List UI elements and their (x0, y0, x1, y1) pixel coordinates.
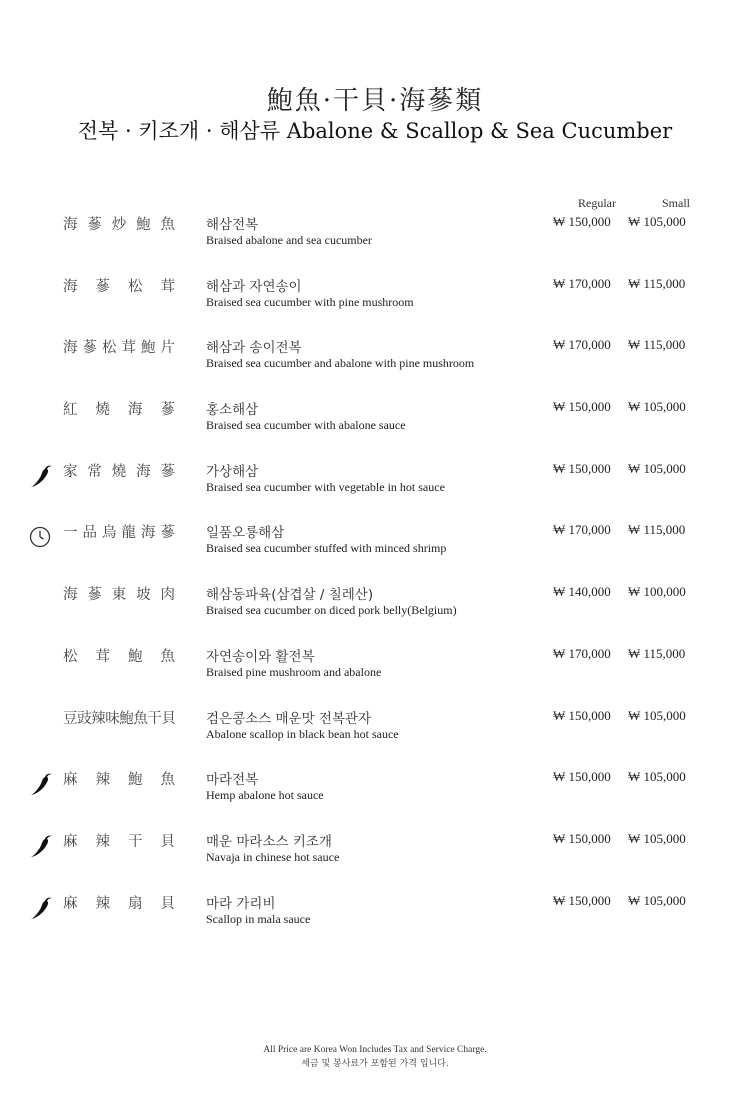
dish-name-korean: 매운 마라소스 키조개 (206, 833, 332, 850)
menu-item (0, 705, 750, 767)
menu-item (0, 211, 750, 273)
price-regular: ₩ 170,000 (553, 522, 611, 538)
price-regular: ₩ 150,000 (553, 830, 611, 846)
dish-name-chinese: 豆豉辣味鮑魚干貝 (63, 710, 175, 727)
price-regular: ₩ 170,000 (553, 275, 611, 291)
price-small: ₩ 105,000 (628, 460, 686, 476)
price-small: ₩ 105,000 (628, 892, 686, 908)
price-small: ₩ 105,000 (628, 830, 686, 846)
price-small: ₩ 115,000 (628, 645, 686, 661)
price-small: ₩ 105,000 (628, 707, 686, 723)
dish-name-chinese: 麻辣扇貝 (63, 895, 175, 912)
menu-item (0, 334, 750, 396)
dish-name-korean: 일품오룡해삼 (206, 525, 285, 542)
dish-name-korean: 홍소해삼 (206, 402, 259, 419)
price-small: ₩ 100,000 (628, 584, 686, 600)
dish-description-english: Braised pine mushroom and abalone (206, 664, 382, 679)
price-small: ₩ 115,000 (628, 522, 686, 538)
price-small: ₩ 105,000 (628, 399, 686, 415)
clock-icon (28, 524, 54, 550)
page-title-subtitle: 전복 · 키조개 · 해삼류 Abalone & Scallop & Sea Cucumber (77, 119, 673, 143)
price-regular: ₩ 150,000 (553, 769, 611, 785)
menu-item (0, 458, 750, 520)
dish-name-korean: 가상해삼 (206, 463, 259, 480)
dish-description-english: Navaja in chinese hot sauce (206, 849, 340, 864)
price-small: ₩ 105,000 (628, 214, 686, 229)
dish-name-korean: 해삼과 자연송이 (206, 278, 302, 295)
dish-description-english: Braised sea cucumber stuffed with minced shrimp (206, 541, 447, 556)
dish-name-chinese: 麻辣鮑魚 (63, 772, 175, 789)
price-regular: ₩ 170,000 (553, 337, 611, 353)
menu-item (0, 581, 750, 643)
dish-name-korean: 자연송이와 활전복 (206, 648, 315, 665)
dish-description-english: Braised sea cucumber with abalone sauce (206, 418, 406, 433)
dish-name-chinese: 松茸鮑魚 (63, 648, 175, 665)
column-header-small: Small (662, 196, 691, 210)
dish-name-chinese: 家常燒海蔘 (63, 463, 175, 480)
price-regular: ₩ 150,000 (553, 707, 611, 723)
dish-name-korean: 마라전복 (206, 772, 259, 789)
chili-pepper-icon (28, 895, 54, 921)
dish-description-english: Braised sea cucumber with pine mushroom (206, 294, 414, 309)
dish-name-korean: 해삼동파육(삼겹살 / 칠레산) (206, 587, 374, 604)
dish-description-english: Abalone scallop in black bean hot sauce (206, 726, 399, 741)
price-regular: ₩ 140,000 (553, 584, 611, 600)
footer-note-korean: 세금 및 봉사료가 포함된 가격 입니다. (301, 1059, 449, 1069)
dish-name-chinese: 一品烏龍海蔘 (63, 525, 175, 542)
dish-name-chinese: 海蔘炒鮑魚 (63, 217, 175, 233)
price-regular: ₩ 150,000 (553, 460, 611, 476)
menu-list (0, 211, 750, 951)
menu-item (0, 828, 750, 890)
menu-item (0, 890, 750, 952)
chili-pepper-icon (28, 771, 54, 797)
dish-description-english: Braised sea cucumber on diced pork belly(Belgium) (206, 603, 457, 618)
dish-name-korean: 마라 가리비 (206, 895, 276, 912)
price-small: ₩ 105,000 (628, 769, 686, 785)
dish-name-chinese: 海蔘松茸鮑片 (63, 340, 175, 357)
menu-item (0, 519, 750, 581)
price-small: ₩ 115,000 (628, 337, 686, 353)
dish-name-korean: 해삼과 송이전복 (206, 340, 302, 357)
dish-name-korean: 해삼전복 (206, 217, 259, 233)
dish-description-english: Scallop in mala sauce (206, 911, 311, 926)
dish-name-chinese: 海蔘松茸 (63, 278, 175, 295)
dish-description-english: Braised abalone and sea cucumber (206, 233, 372, 247)
price-regular: ₩ 170,000 (553, 645, 611, 661)
dish-name-chinese: 紅燒海蔘 (63, 402, 175, 419)
page-title-chinese: 鮑魚·干貝·海蔘類 (266, 86, 484, 116)
chili-pepper-icon (28, 463, 54, 489)
footer-note-english: All Price are Korea Won Includes Tax and Service Charge. (263, 1045, 487, 1055)
dish-name-korean: 검은콩소스 매운맛 전복관자 (206, 710, 372, 727)
menu-item (0, 643, 750, 705)
dish-description-english: Braised sea cucumber with vegetable in hot sauce (206, 479, 445, 494)
price-small: ₩ 115,000 (628, 275, 686, 291)
dish-name-chinese: 麻辣干貝 (63, 833, 175, 850)
price-regular: ₩ 150,000 (553, 892, 611, 908)
price-regular: ₩ 150,000 (553, 399, 611, 415)
dish-description-english: Hemp abalone hot sauce (206, 788, 324, 803)
footer-note (0, 1045, 750, 1069)
menu-item (0, 766, 750, 828)
menu-item (0, 273, 750, 335)
column-header-regular: Regular (578, 196, 616, 210)
chili-pepper-icon (28, 833, 54, 859)
menu-item (0, 396, 750, 458)
price-regular: ₩ 150,000 (553, 214, 611, 229)
dish-description-english: Braised sea cucumber and abalone with pine mushroom (206, 356, 475, 371)
dish-name-chinese: 海蔘東坡肉 (63, 587, 175, 604)
